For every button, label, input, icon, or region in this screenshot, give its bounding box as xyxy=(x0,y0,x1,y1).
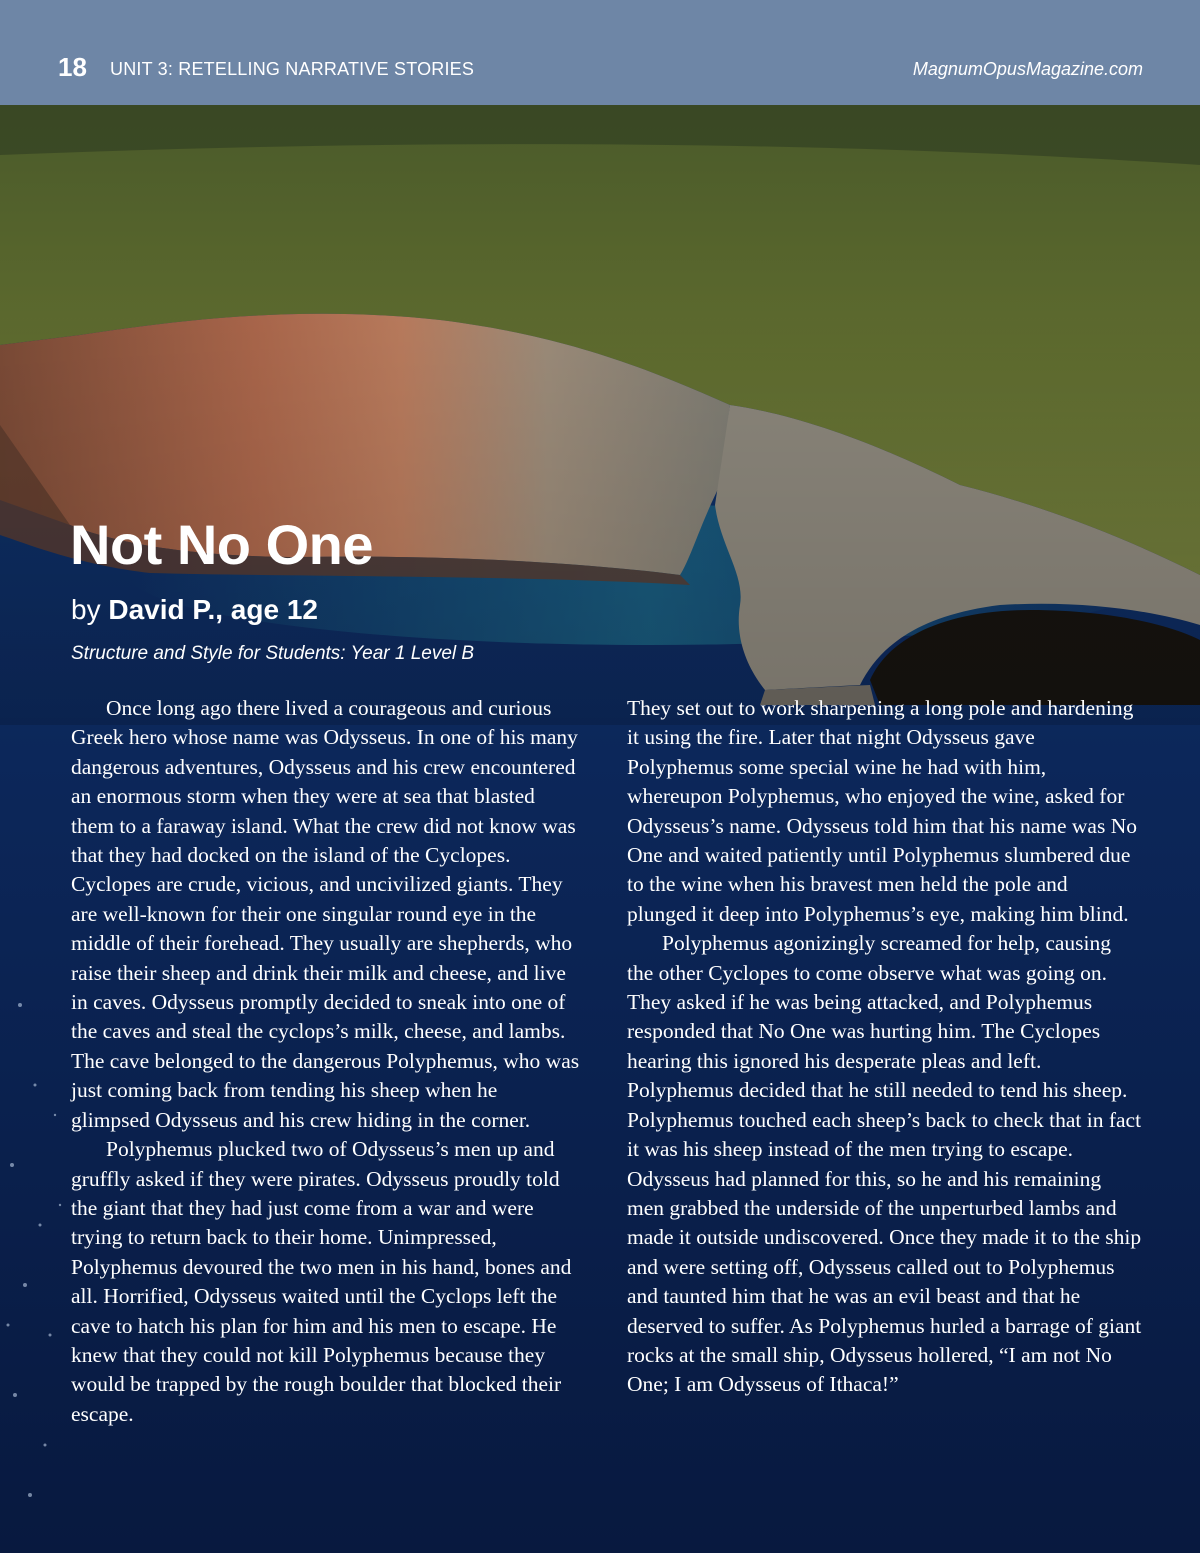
author-name: David P., age 12 xyxy=(108,594,318,625)
paragraph: They set out to work sharpening a long pole and hardening it using the fire. Later that night Odysseus gave Polyphemus some special wine he had with him, whereupon Polyphemus, who enjoyed the wine, asked for Odysseus’s name. Odysseus told him that his name was No One and waited patiently until Polyphemus slumbered due to the wine when his bravest men held the pole and plunged it deep into Polyphemus’s eye, making him blind. xyxy=(627,696,1137,926)
paragraph: Polyphemus plucked two of Odysseus’s men up and gruffly asked if they were pirates. Odysseus proudly told the giant that they had just come from a war and were trying to return back to their home. Unimpressed, Polyphemus devoured the two men in his hand, bones and all. Horrified, Odysseus waited until the Cyclops left the cave to hatch his plan for him and his men to escape. He knew that they could not kill Polyphemus because they would be trapped by the rough boulder that blocked their escape. xyxy=(71,1137,572,1426)
page-header xyxy=(0,0,1200,105)
website-link[interactable]: MagnumOpusMagazine.com xyxy=(912,59,1143,79)
byline-prefix: by xyxy=(71,594,101,625)
article-title: Not No One xyxy=(70,513,373,576)
paragraph: Polyphemus agonizingly screamed for help, causing the other Cyclopes to come observe what was going on. They asked if he was being attacked, and Polyphemus responded that No One was hurting him. The Cyclopes hearing this ignored his desperate pleas and left. Polyphemus decided that he still needed to tend his sheep. Polyphemus touched each sheep’s back to check that in fact it was his sheep instead of the men trying to escape. Odysseus had planned for this, so he and his remaining men grabbed the underside of the unperturbed lambs and made it outside undiscovered. Once they made it to the ship and were setting off, Odysseus called out to Polyphemus and taunted him that he was an evil beast and that he deserved to suffer. As Polyphemus hurled a barrage of giant rocks at the small ship, Odysseus hollered, “I am not No One; I am Odysseus of Ithaca!” xyxy=(627,931,1142,1397)
course-subtitle: Structure and Style for Students: Year 1 Level B xyxy=(71,643,475,664)
page-number: 18 xyxy=(58,52,87,82)
unit-title: UNIT 3: RETELLING NARRATIVE STORIES xyxy=(110,59,475,79)
paragraph: Once long ago there lived a courageous and curious Greek hero whose name was Odysseus. In one of his many dangerous adventures, Odysseus and his crew encountered an enormous storm when they were at sea that blasted them to a faraway island. What the crew did not know was that they had docked on the island of the Cyclopes. Cyclopes are crude, vicious, and uncivilized giants. They are well-known for their one singular round eye in the middle of their forehead. They usually are shepherds, who raise their sheep and drink their milk and cheese, and live in caves. Odysseus promptly decided to sneak into one of the caves and steal the cyclops’s milk, cheese, and lambs. The cave belonged to the dangerous Polyphemus, who was just coming back from tending his sheep when he glimpsed Odysseus and his crew hiding in the corner. xyxy=(71,696,580,1132)
byline xyxy=(71,594,318,626)
article-column-right xyxy=(627,694,1142,1400)
article-column-left xyxy=(71,694,581,1429)
